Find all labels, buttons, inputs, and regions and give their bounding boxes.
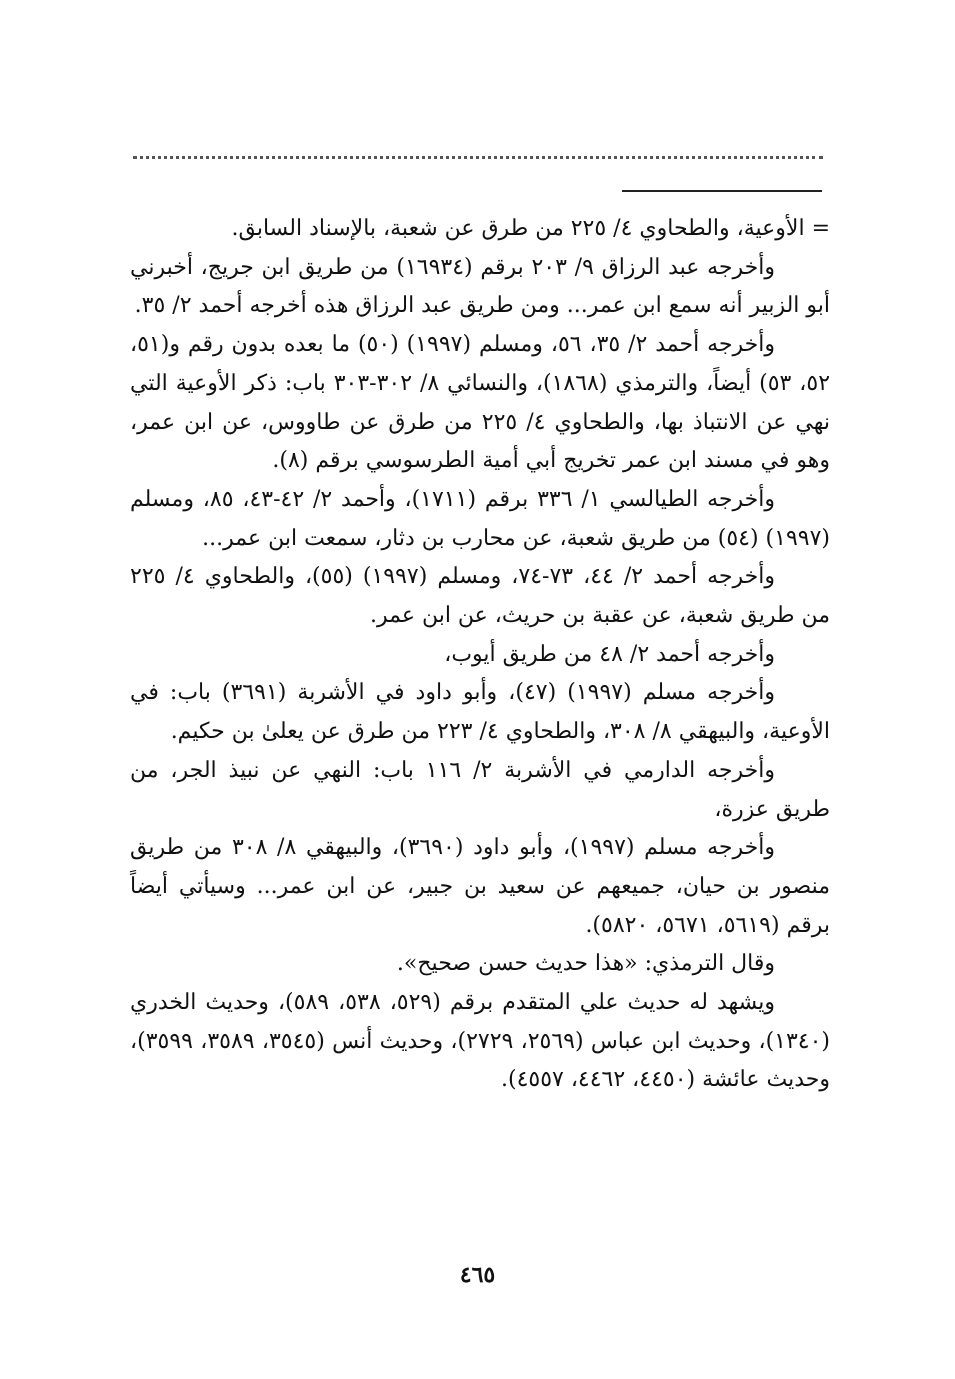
footnote-paragraph: وأخرجه عبد الرزاق ٩/ ٢٠٣ برقم (١٦٩٣٤) من طريق ابن جريج، أخبرني أبو الزبير أنه سمع ابن عمر... ومن طريق عبد الرزاق هذه أخرجه أحمد ٢/ ٣٥. [130,254,830,319]
dotted-separator [133,156,823,159]
footnote-paragraph: وأخرجه أحمد ٢/ ٤٤، ٧٣-٧٤، ومسلم (١٩٩٧) (٥٥)، والطحاوي ٤/ ٢٢٥ من طريق شعبة، عن عقبة بن حريث، عن ابن عمر. [130,564,830,629]
footnote-paragraph: وأخرجه أحمد ٢/ ٣٥، ٥٦، ومسلم (١٩٩٧) (٥٠) ما بعده بدون رقم و(٥١، ٥٢، ٥٣) أيضاً، والترمذي (١٨٦٨)، والنسائي ٨/ ٣٠٢-٣٠٣ باب: ذكر الأوعية التي نهي عن الانتباذ بها، والطحاوي ٤/ ٢٢٥ من طرق عن طاووس، عن ابن عمر، وهو في مسند ابن عمر تخريج أبي أمية الطرسوسي برقم (٨). [130,332,831,474]
footnotes-block [130,210,830,1100]
footnote-paragraph: وأخرجه الدارمي في الأشربة ٢/ ١١٦ باب: النهي عن نبيذ الجر، من طريق عزرة، [130,757,830,822]
footnote-paragraph: وأخرجه أحمد ٢/ ٤٨ من طريق أيوب، [444,641,775,667]
footnote-paragraph: ويشهد له حديث علي المتقدم برقم (٥٢٩، ٥٣٨، ٥٨٩)، وحديث الخدري (١٣٤٠)، وحديث ابن عباس (٢٥٦٩، ٢٧٢٩)، وحديث أنس (٣٥٤٥، ٣٥٨٩، ٣٥٩٩)، وحديث عائشة (٤٤٥٠، ٤٤٦٢، ٤٥٥٧). [130,990,831,1093]
footnote-rule [622,190,822,192]
footnote-paragraph: وأخرجه الطيالسي ١/ ٣٣٦ برقم (١٧١١)، وأحمد ٢/ ٤٢-٤٣، ٨٥، ومسلم (١٩٩٧) (٥٤) من طريق شعبة، عن محارب بن دثار، سمعت ابن عمر... [130,486,830,551]
footnote-paragraph: وأخرجه مسلم (١٩٩٧)، وأبو داود (٣٦٩٠)، والبيهقي ٨/ ٣٠٨ من طريق منصور بن حيان، جميعهم عن سعيد بن جبير، عن ابن عمر... وسيأتي أيضاً برقم (٥٦١٩، ٥٦٧١، ٥٨٢٠). [130,835,830,938]
footnote-paragraph: = الأوعية، والطحاوي ٤/ ٢٢٥ من طرق عن شعبة، بالإسناد السابق. [231,216,830,241]
footnote-paragraph: وأخرجه مسلم (١٩٩٧) (٤٧)، وأبو داود في الأشربة (٣٦٩١) باب: في الأوعية، والبيهقي ٨/ ٣٠٨، والطحاوي ٤/ ٢٢٣ من طرق عن يعلىٰ بن حكيم. [130,680,830,745]
page-number: ٤٦٥ [459,1262,496,1288]
footnote-paragraph: وقال الترمذي: «هذا حديث حسن صحيح». [396,951,775,977]
